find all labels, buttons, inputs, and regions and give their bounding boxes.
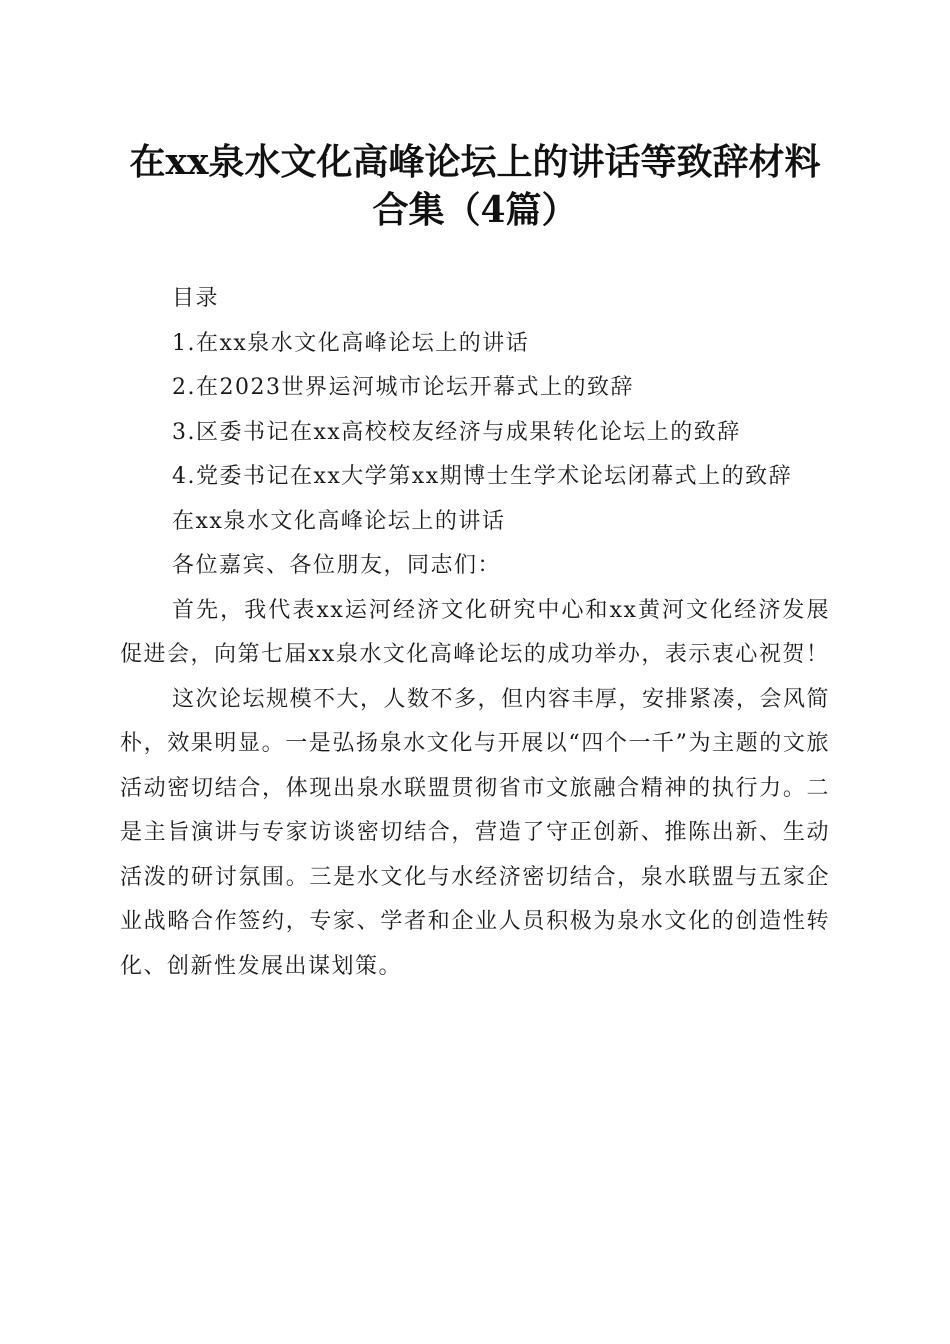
title-line-2: 合集（4篇）	[372, 189, 578, 231]
toc-heading: 目录	[172, 286, 220, 311]
toc-item-2: 2.在2023世界运河城市论坛开幕式上的致辞	[172, 375, 634, 400]
speech-paragraph-2: 这次论坛规模不大，人数不多，但内容丰厚，安排紧凑，会风简朴，效果明显。一是弘扬泉水文化与开展以“四个一千”为主题的文旅活动密切结合，体现出泉水联盟贯彻省市文旅融合精神的执行力。二是主旨演讲与专家访谈密切结合，营造了守正创新、推陈出新、生动活泼的研讨氛围。三是水文化与水经济密切结合，泉水联盟与五家企业战略合作签约，专家、学者和企业人员积极为泉水文化的创造性转化、创新性发展出谋划策。	[120, 686, 831, 979]
speech-greeting: 各位嘉宾、各位朋友，同志们：	[172, 553, 502, 578]
speech-heading: 在xx泉水文化高峰论坛上的讲话	[172, 508, 506, 534]
toc-item-3: 3.区委书记在xx高校校友经济与成果转化论坛上的致辞	[172, 419, 741, 445]
toc-item-1: 1.在xx泉水文化高峰论坛上的讲话	[172, 330, 530, 356]
document-body	[120, 277, 830, 989]
document-title	[110, 138, 840, 234]
toc-item-4: 4.党委书记在xx大学第xx期博士生学术论坛闭幕式上的致辞	[172, 464, 793, 489]
title-line-1: 在xx泉水文化高峰论坛上的讲话等致辞材料	[129, 141, 821, 183]
speech-paragraph-1: 首先，我代表xx运河经济文化研究中心和xx黄河文化经济发展促进会，向第七届xx泉水文化高峰论坛的成功举办，表示衷心祝贺！	[120, 597, 830, 667]
